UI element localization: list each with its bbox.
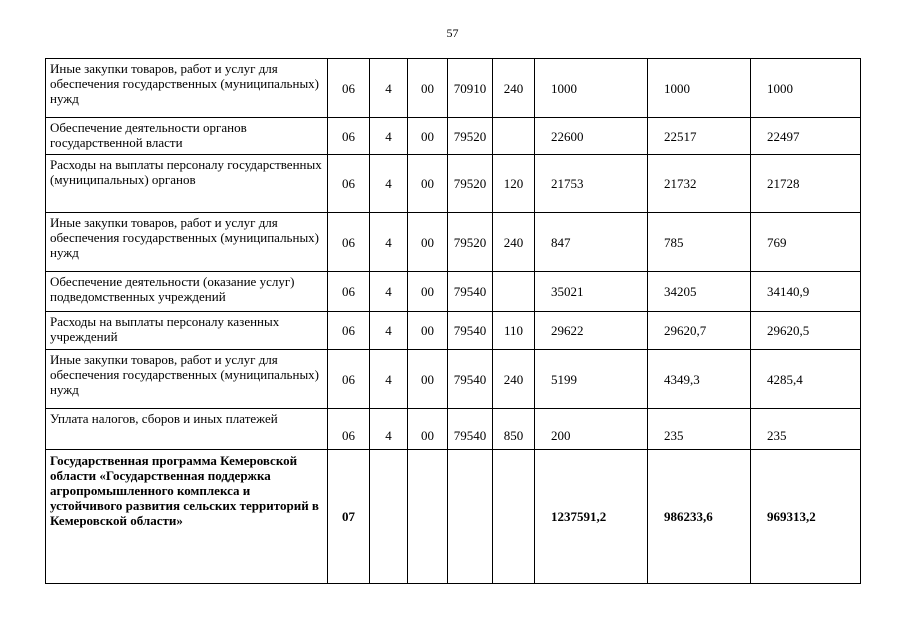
amount-year-3: 29620,5 <box>751 312 861 350</box>
amount-year-3: 969313,2 <box>751 450 861 584</box>
amount-year-1: 847 <box>535 213 648 272</box>
amount-year-1: 5199 <box>535 350 648 409</box>
program-code: 00 <box>408 213 448 272</box>
target-code: 79520 <box>448 213 493 272</box>
row-name: Обеспечение деятельности органов государственной власти <box>46 118 328 155</box>
section-code: 06 <box>328 272 370 312</box>
row-name: Иные закупки товаров, работ и услуг для обеспечения государственных (муниципальных) нужд <box>46 350 328 409</box>
budget-table <box>45 58 861 584</box>
expense-type-code: 240 <box>493 213 535 272</box>
table-row <box>46 155 861 213</box>
target-code: 79540 <box>448 272 493 312</box>
section-code: 07 <box>328 450 370 584</box>
amount-year-3: 34140,9 <box>751 272 861 312</box>
amount-year-3: 769 <box>751 213 861 272</box>
amount-year-2: 986233,6 <box>648 450 751 584</box>
target-code: 79540 <box>448 312 493 350</box>
expense-type-code <box>493 272 535 312</box>
target-code: 79520 <box>448 118 493 155</box>
subsection-code: 4 <box>370 409 408 450</box>
program-code: 00 <box>408 59 448 118</box>
section-code: 06 <box>328 409 370 450</box>
target-code: 79540 <box>448 409 493 450</box>
row-name: Обеспечение деятельности (оказание услуг) подведомственных учреждений <box>46 272 328 312</box>
page-number: 57 <box>446 26 459 40</box>
expense-type-code: 240 <box>493 350 535 409</box>
table-row-total <box>46 450 861 584</box>
section-code: 06 <box>328 118 370 155</box>
section-code: 06 <box>328 350 370 409</box>
section-code: 06 <box>328 155 370 213</box>
table-row <box>46 350 861 409</box>
expense-type-code: 120 <box>493 155 535 213</box>
target-code: 79540 <box>448 350 493 409</box>
program-code: 00 <box>408 155 448 213</box>
amount-year-3: 235 <box>751 409 861 450</box>
subsection-code <box>370 450 408 584</box>
amount-year-3: 4285,4 <box>751 350 861 409</box>
table-row <box>46 312 861 350</box>
amount-year-2: 1000 <box>648 59 751 118</box>
expense-type-code: 240 <box>493 59 535 118</box>
row-name: Государственная программа Кемеровской области «Государственная поддержка агропромышленного комплекса и устойчивого развития сельских территорий в Кемеровской области» <box>46 450 328 584</box>
section-code: 06 <box>328 213 370 272</box>
program-code: 00 <box>408 409 448 450</box>
target-code <box>448 450 493 584</box>
row-name: Иные закупки товаров, работ и услуг для обеспечения государственных (муниципальных) нужд <box>46 59 328 118</box>
amount-year-2: 21732 <box>648 155 751 213</box>
amount-year-2: 235 <box>648 409 751 450</box>
expense-type-code <box>493 450 535 584</box>
amount-year-2: 785 <box>648 213 751 272</box>
amount-year-1: 200 <box>535 409 648 450</box>
target-code: 79520 <box>448 155 493 213</box>
amount-year-2: 34205 <box>648 272 751 312</box>
subsection-code: 4 <box>370 350 408 409</box>
amount-year-2: 22517 <box>648 118 751 155</box>
amount-year-1: 29622 <box>535 312 648 350</box>
amount-year-1: 21753 <box>535 155 648 213</box>
amount-year-3: 22497 <box>751 118 861 155</box>
program-code: 00 <box>408 118 448 155</box>
table-row <box>46 59 861 118</box>
subsection-code: 4 <box>370 59 408 118</box>
amount-year-3: 1000 <box>751 59 861 118</box>
expense-type-code: 110 <box>493 312 535 350</box>
subsection-code: 4 <box>370 312 408 350</box>
program-code: 00 <box>408 350 448 409</box>
program-code: 00 <box>408 312 448 350</box>
amount-year-3: 21728 <box>751 155 861 213</box>
table-row <box>46 272 861 312</box>
expense-type-code <box>493 118 535 155</box>
amount-year-1: 1237591,2 <box>535 450 648 584</box>
amount-year-2: 4349,3 <box>648 350 751 409</box>
subsection-code: 4 <box>370 272 408 312</box>
program-code <box>408 450 448 584</box>
amount-year-2: 29620,7 <box>648 312 751 350</box>
amount-year-1: 35021 <box>535 272 648 312</box>
subsection-code: 4 <box>370 118 408 155</box>
amount-year-1: 1000 <box>535 59 648 118</box>
row-name: Расходы на выплаты персоналу государственных (муниципальных) органов <box>46 155 328 213</box>
row-name: Иные закупки товаров, работ и услуг для обеспечения государственных (муниципальных) нужд <box>46 213 328 272</box>
subsection-code: 4 <box>370 155 408 213</box>
row-name: Расходы на выплаты персоналу казенных учреждений <box>46 312 328 350</box>
table-row <box>46 409 861 450</box>
section-code: 06 <box>328 59 370 118</box>
row-name: Уплата налогов, сборов и иных платежей <box>46 409 328 450</box>
expense-type-code: 850 <box>493 409 535 450</box>
section-code: 06 <box>328 312 370 350</box>
table-row <box>46 213 861 272</box>
target-code: 70910 <box>448 59 493 118</box>
program-code: 00 <box>408 272 448 312</box>
table-row <box>46 118 861 155</box>
amount-year-1: 22600 <box>535 118 648 155</box>
subsection-code: 4 <box>370 213 408 272</box>
